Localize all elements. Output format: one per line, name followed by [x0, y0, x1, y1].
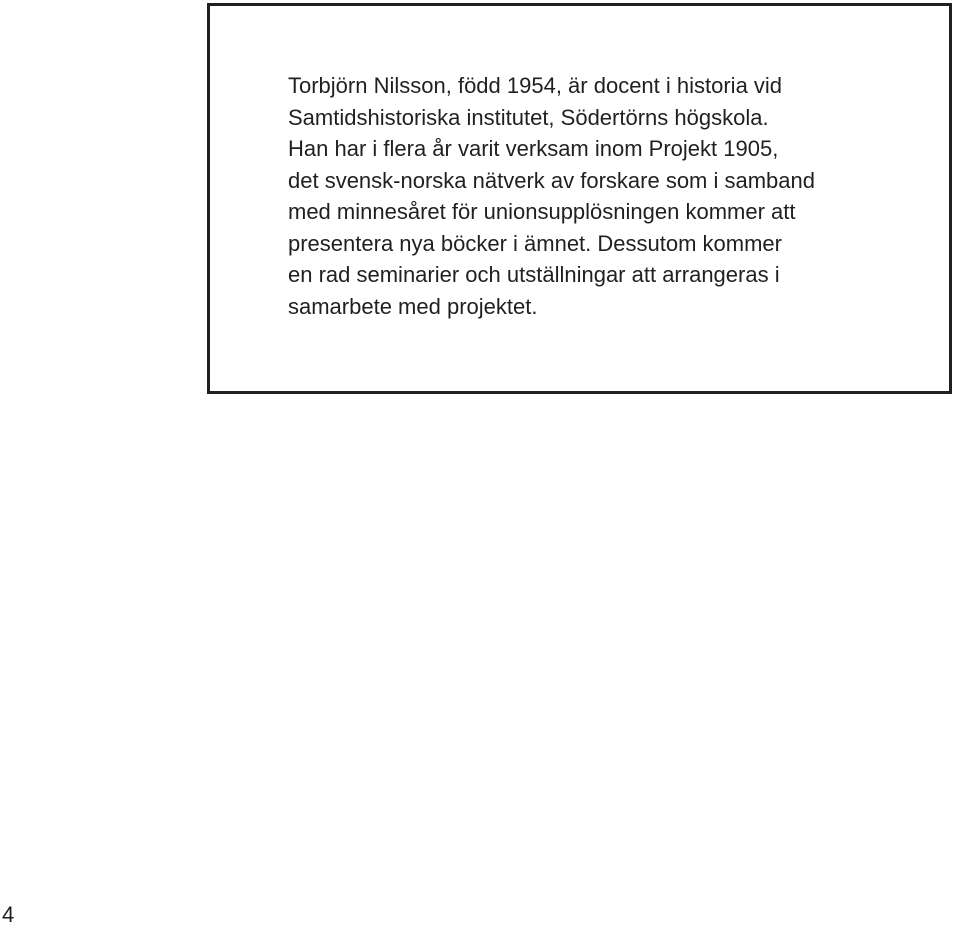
bio-line: presentera nya böcker i ämnet. Dessutom kommer	[288, 230, 782, 256]
bio-line: med minnesåret för unionsupplösningen kommer att	[288, 199, 796, 224]
bio-line: samarbete med projektet.	[288, 293, 538, 319]
bio-line: Samtidshistoriska institutet, Södertörns högskola.	[288, 104, 769, 130]
author-bio-text	[288, 70, 918, 322]
bio-line: Torbjörn Nilsson, född 1954, är docent i historia vid	[288, 73, 783, 98]
bio-line: Han har i flera år varit verksam inom Projekt 1905,	[288, 136, 779, 161]
page-number: 4	[2, 902, 15, 927]
author-bio-box	[207, 3, 952, 394]
bio-line: en rad seminarier och utställningar att arrangeras i	[288, 262, 780, 287]
bio-line: det svensk-norska nätverk av forskare som i samband	[288, 167, 816, 193]
